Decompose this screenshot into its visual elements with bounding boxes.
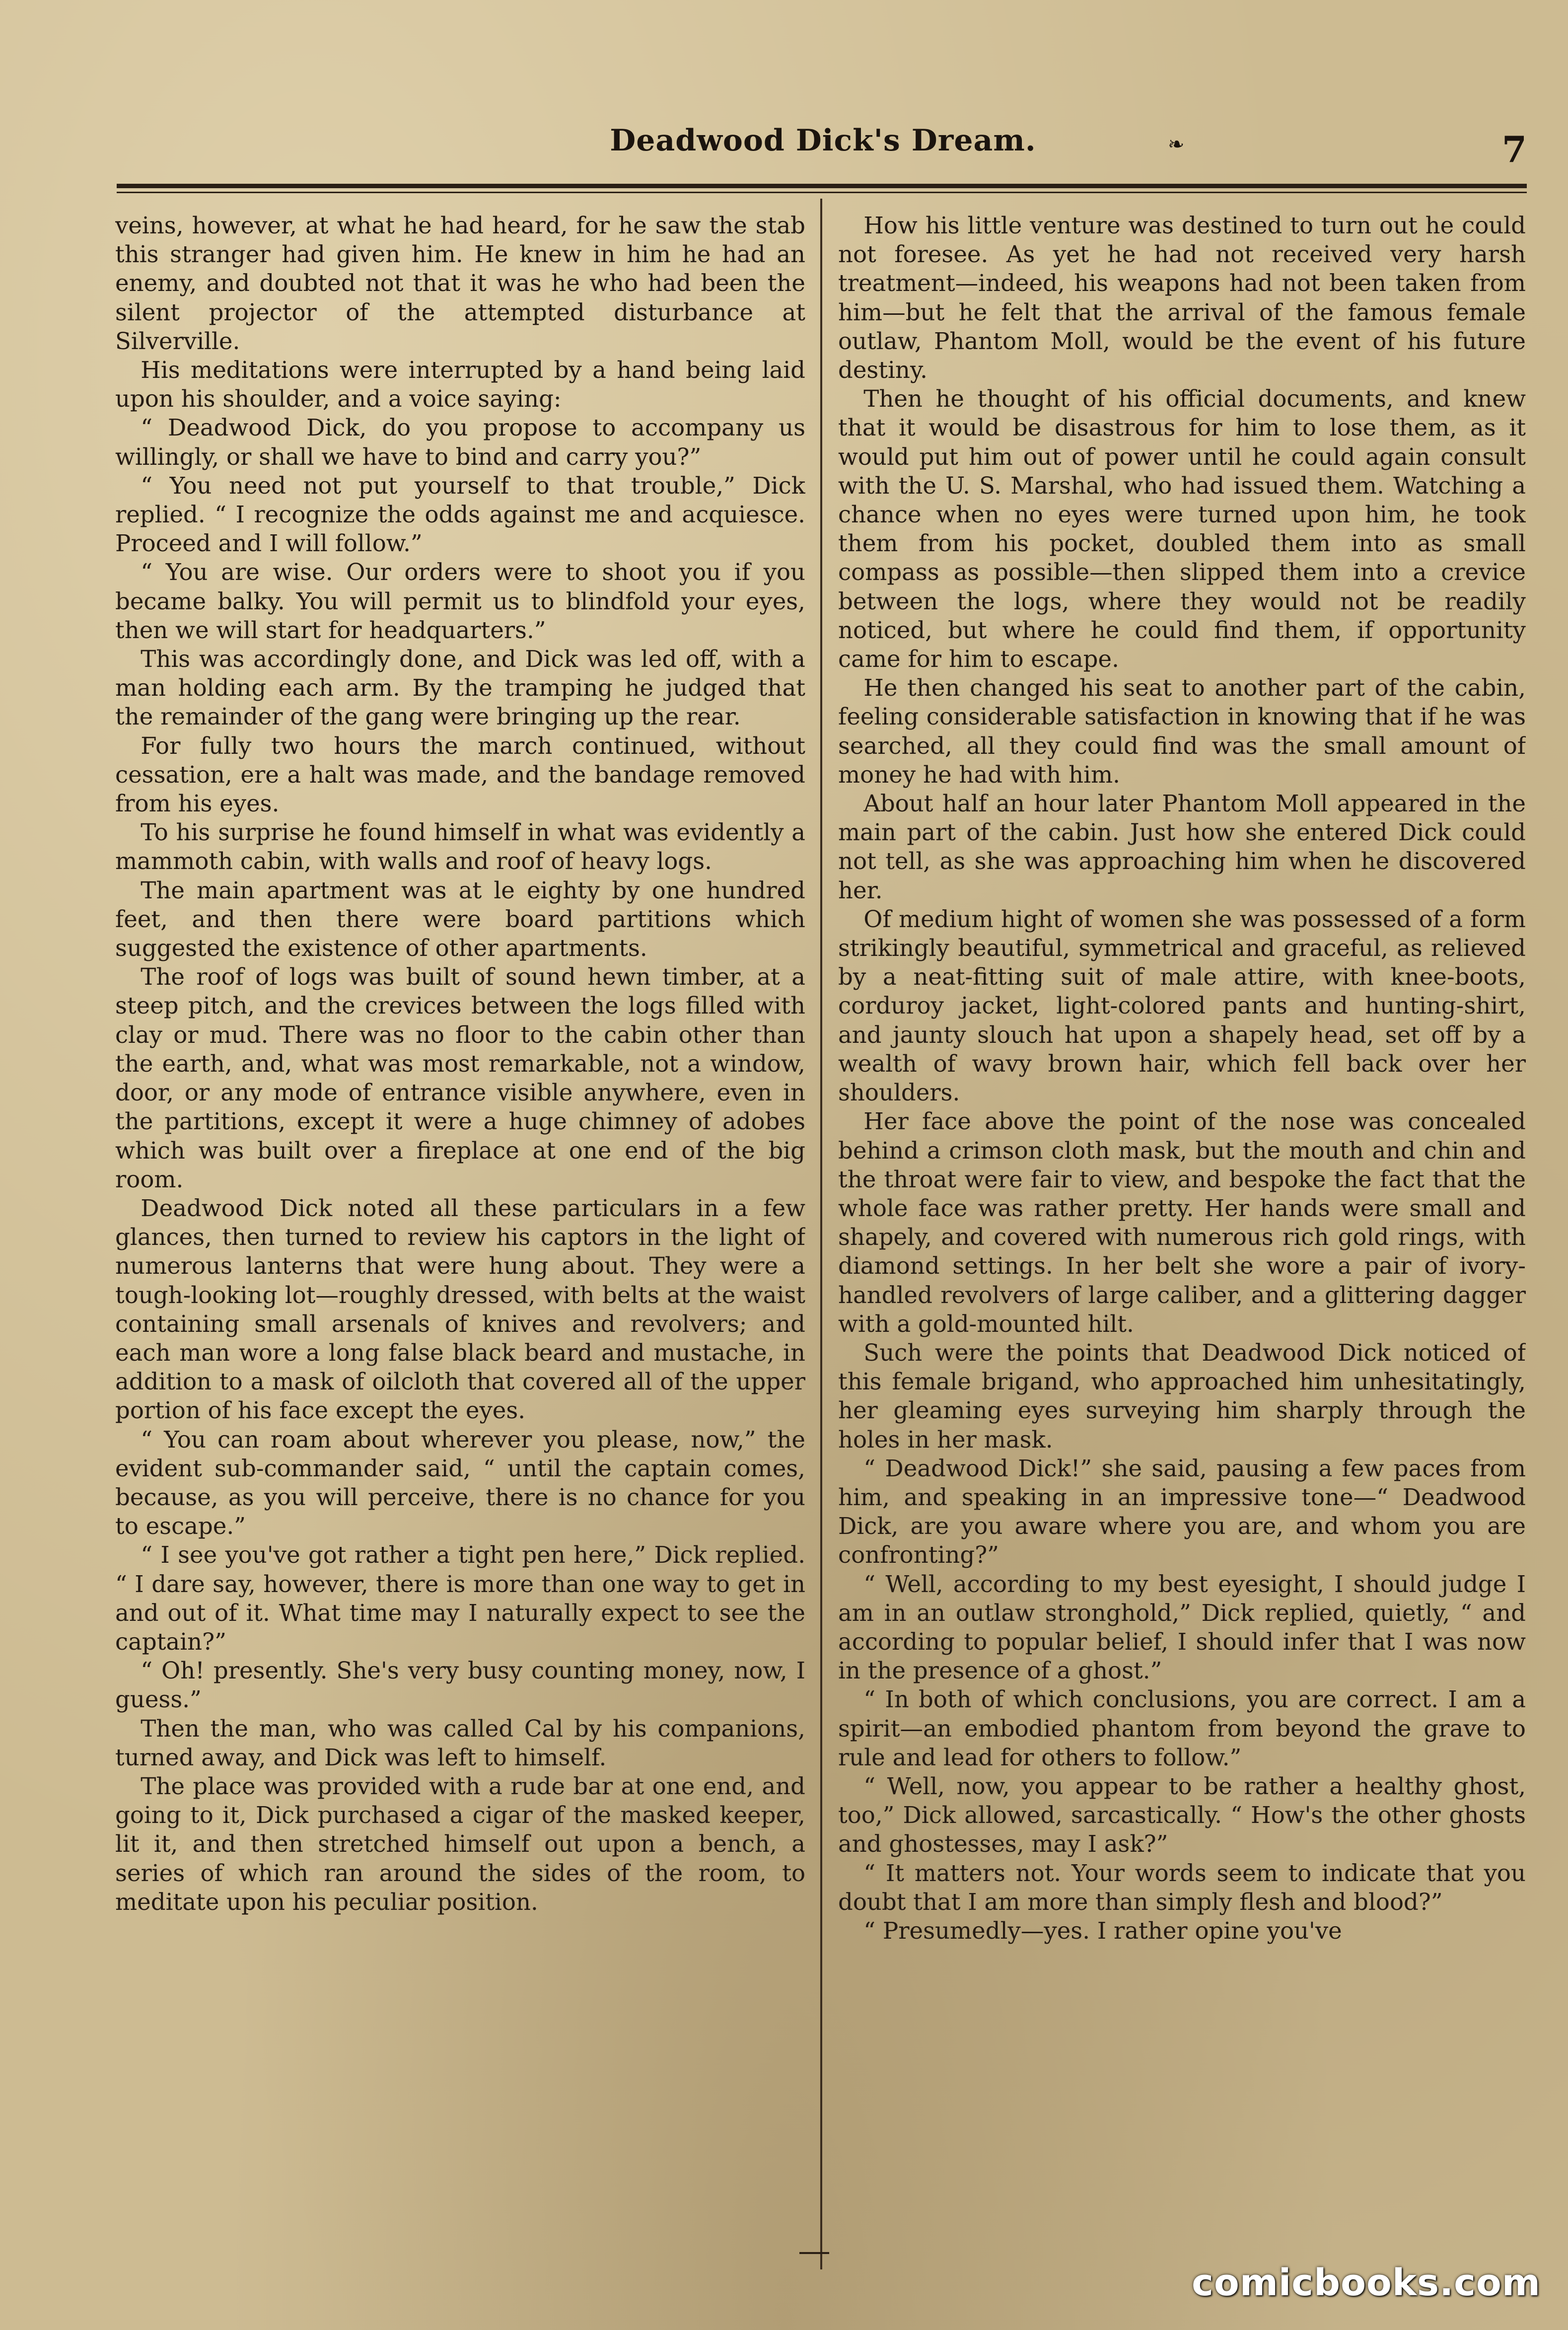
left-column — [115, 211, 805, 2262]
paragraph: The roof of logs was built of sound hewn timber, at a steep pitch, and the crevices between the logs filled with clay or mud. There was no floor to the cabin other than the earth, and, what was most remarkable, not a window, door, or any mode of entrance visible anywhere, even in the partitions, except it were a huge chimney of adobes which was built over a fireplace at one end of the big room. — [115, 963, 805, 1193]
paragraph: Her face above the point of the nose was concealed behind a crimson cloth mask, but the mouth and chin and the throat were fair to view, and bespoke the fact that the whole face was rather pretty. Her hands were small and shapely, and covered with numerous rich gold rings, with diamond settings. In her belt she wore a pair of ivory-handled revolvers of large caliber, and a glittering dagger with a gold-mounted hilt. — [838, 1108, 1526, 1337]
paragraph: This was accordingly done, and Dick was led off, with a man holding each arm. By the tramping he judged that the remainder of the gang were bringing up the rear. — [115, 646, 805, 730]
paragraph: “ Deadwood Dick!” she said, pausing a few paces from him, and speaking in an impressive tone—“ Deadwood Dick, are you aware where you are, and whom you are confronting?” — [838, 1455, 1526, 1569]
page-title: Deadwood Dick's Dream. — [610, 123, 1036, 158]
ornament-icon: ❧ — [1168, 133, 1185, 156]
paragraph: “ Well, according to my best eyesight, I should judge I am in an outlaw stronghold,” Dick replied, quietly, “ and according to popular belief, I should infer that I was now in the presence of a ghost.” — [838, 1570, 1526, 1684]
paragraph: Deadwood Dick noted all these particulars in a few glances, then turned to review his captors in the light of numerous lanterns that were hung about. They were a tough-looking lot—roughly dressed, with belts at the waist containing small arsenals of knives and revolvers; and each man wore a long false black beard and mustache, in addition to a mask of oilcloth that covered all of the upper portion of his face except the eyes. — [115, 1194, 805, 1424]
running-header — [119, 123, 1527, 178]
paragraph: “ In both of which conclusions, you are correct. I am a spirit—an embodied phantom from beyond the grave to rule and lead for others to follow.” — [838, 1686, 1526, 1771]
column-divider — [820, 199, 822, 2269]
paragraph: He then changed his seat to another part of the cabin, feeling considerable satisfaction in knowing that if he was searched, all they could find was the small amount of money he had with him. — [838, 674, 1526, 788]
paragraph: “ You can roam about wherever you please, now,” the evident sub-commander said, “ until the captain comes, because, as you will perceive, there is no chance for you to escape.” — [115, 1426, 805, 1540]
paragraph: Then he thought of his official documents, and knew that it would be disastrous for him to lose them, as it would put him out of power until he could again consult with the U. S. Marshal, who had issued them. Watching a chance when no eyes were turned upon him, he took them from his pocket, doubled them into as small compass as possible—then slipped them into a crevice between the logs, where they would not be readily noticed, but where he could find them, if opportunity came for him to escape. — [838, 385, 1526, 673]
paragraph: About half an hour later Phantom Moll appeared in the main part of the cabin. Just how she entered Dick could not tell, as she was approaching him when he discovered her. — [838, 790, 1526, 904]
paragraph: Then the man, who was called Cal by his companions, turned away, and Dick was left to himself. — [115, 1715, 805, 1771]
paragraph: “ You need not put yourself to that trouble,” Dick replied. “ I recognize the odds against me and acquiesce. Proceed and I will follow.” — [115, 472, 805, 557]
right-column — [838, 211, 1526, 2262]
header-rule-thin — [117, 192, 1527, 193]
paragraph: His meditations were interrupted by a hand being laid upon his shoulder, and a voice saying: — [115, 357, 805, 413]
paragraph: To his surprise he found himself in what was evidently a mammoth cabin, with walls and roof of heavy logs. — [115, 819, 805, 875]
paragraph: How his little venture was destined to turn out he could not foresee. As yet he had not received very harsh treatment—indeed, his weapons had not been taken from him—but he felt that the arrival of the famous female outlaw, Phantom Moll, would be the event of his future destiny. — [838, 212, 1526, 384]
paragraph: For fully two hours the march continued, without cessation, ere a halt was made, and the bandage removed from his eyes. — [115, 732, 805, 817]
paragraph: “ Well, now, you appear to be rather a healthy ghost, too,” Dick allowed, sarcastically. “ How's the other ghosts and ghostesses, may I ask?” — [838, 1772, 1526, 1858]
paragraph: veins, however, at what he had heard, for he saw the stab this stranger had given him. He knew in him he had an enemy, and doubted not that it was he who had been the silent projector of the attempted disturbance at Silverville. — [115, 212, 805, 355]
watermark: comicbooks.com — [1192, 2261, 1541, 2304]
paragraph: “ Oh! presently. She's very busy counting money, now, I guess.” — [115, 1657, 805, 1713]
page-number: 7 — [1501, 128, 1527, 170]
footer-mark — [799, 2252, 829, 2254]
paragraph: “ Presumedly—yes. I rather opine you've — [863, 1917, 1342, 1944]
paragraph: “ Deadwood Dick, do you propose to accompany us willingly, or shall we have to bind and carry you?” — [115, 414, 805, 470]
paragraph: The place was provided with a rude bar at one end, and going to it, Dick purchased a cigar of the masked keeper, lit it, and then stretched himself out upon a bench, a series of which ran around the sides of the room, to meditate upon his peculiar position. — [115, 1772, 805, 1915]
paragraph: The main apartment was at le eighty by one hundred feet, and then there were board partitions which suggested the existence of other apartments. — [115, 876, 805, 962]
paragraph: “ I see you've got rather a tight pen here,” Dick replied. “ I dare say, however, there is more than one way to get in and out of it. What time may I naturally expect to see the captain?” — [115, 1541, 805, 1655]
paragraph: “ You are wise. Our orders were to shoot you if you became balky. You will permit us to blindfold your eyes, then we will start for headquarters.” — [115, 559, 805, 644]
header-rule — [117, 184, 1527, 188]
paragraph: Of medium hight of women she was possessed of a form strikingly beautiful, symmetrical and graceful, as relieved by a neat-fitting suit of male attire, with knee-boots, corduroy jacket, light-colored pants and hunting-shirt, and jaunty slouch hat upon a shapely head, set off by a wealth of wavy brown hair, which fell back over her shoulders. — [838, 905, 1526, 1106]
paragraph: “ It matters not. Your words seem to indicate that you doubt that I am more than simply flesh and blood?” — [838, 1859, 1526, 1915]
paragraph: Such were the points that Deadwood Dick noticed of this female brigand, who approached him unhesitatingly, her gleaming eyes surveying him sharply through the holes in her mask. — [838, 1339, 1526, 1453]
